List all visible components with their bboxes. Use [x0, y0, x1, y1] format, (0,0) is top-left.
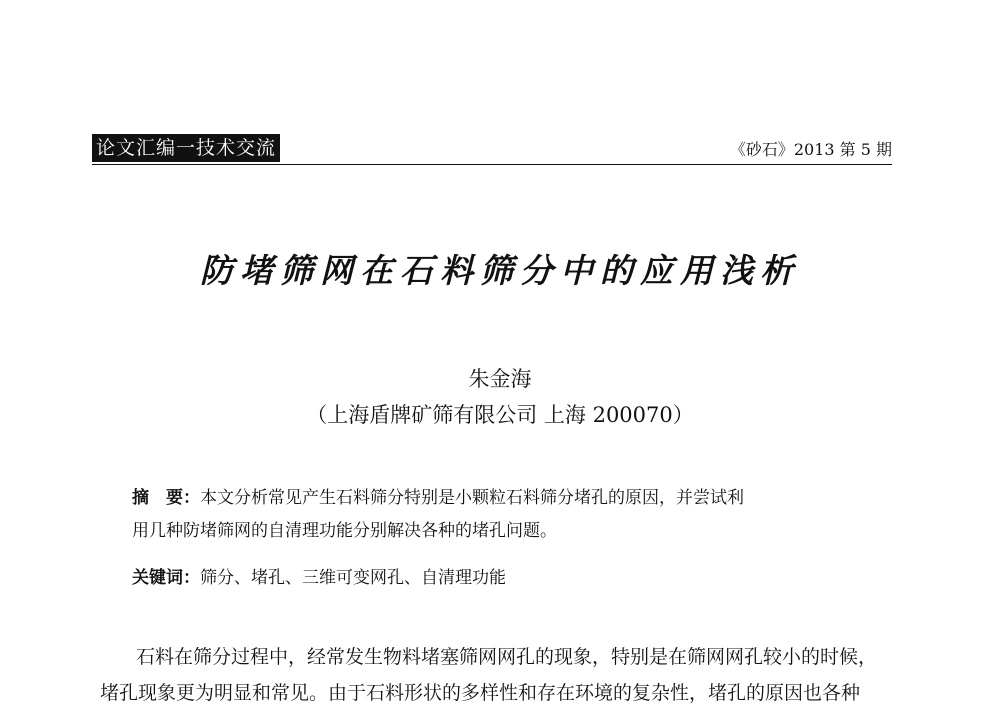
author-name: 朱金海 — [468, 367, 532, 391]
section-label: 论文汇编一技术交流 — [92, 134, 280, 162]
body-line-1: 石料在筛分过程中，经常发生物料堵塞筛网网孔的现象，特别是在筛网网孔较小的时候， — [136, 646, 878, 668]
abstract-label: 摘 要： — [132, 488, 200, 508]
abstract-text-1: 本文分析常见产生石料筛分特别是小颗粒石料筛分堵孔的原因，并尝试利 — [200, 488, 744, 508]
header-rule — [92, 164, 892, 165]
abstract — [132, 482, 872, 548]
keywords-label: 关键词： — [132, 568, 200, 588]
body-line-2: 堵孔现象更为明显和常见。由于石料形状的多样性和存在环境的复杂性，堵孔的原因也各种 — [100, 682, 861, 704]
running-header — [92, 134, 892, 166]
body-text — [100, 639, 900, 711]
abstract-text-2: 用几种防堵筛网的自清理功能分别解决各种的堵孔问题。 — [132, 521, 557, 541]
author-affiliation: （上海盾牌矿筛有限公司 上海 200070） — [306, 403, 694, 427]
journal-issue: 《砂石》2013 第 5 期 — [729, 140, 892, 159]
keywords — [132, 565, 872, 591]
keywords-text: 筛分、堵孔、三维可变网孔、自清理功能 — [200, 568, 506, 588]
abstract-line-1 — [132, 482, 872, 515]
paper-title: 防堵筛网在石料筛分中的应用浅析 — [200, 251, 800, 290]
